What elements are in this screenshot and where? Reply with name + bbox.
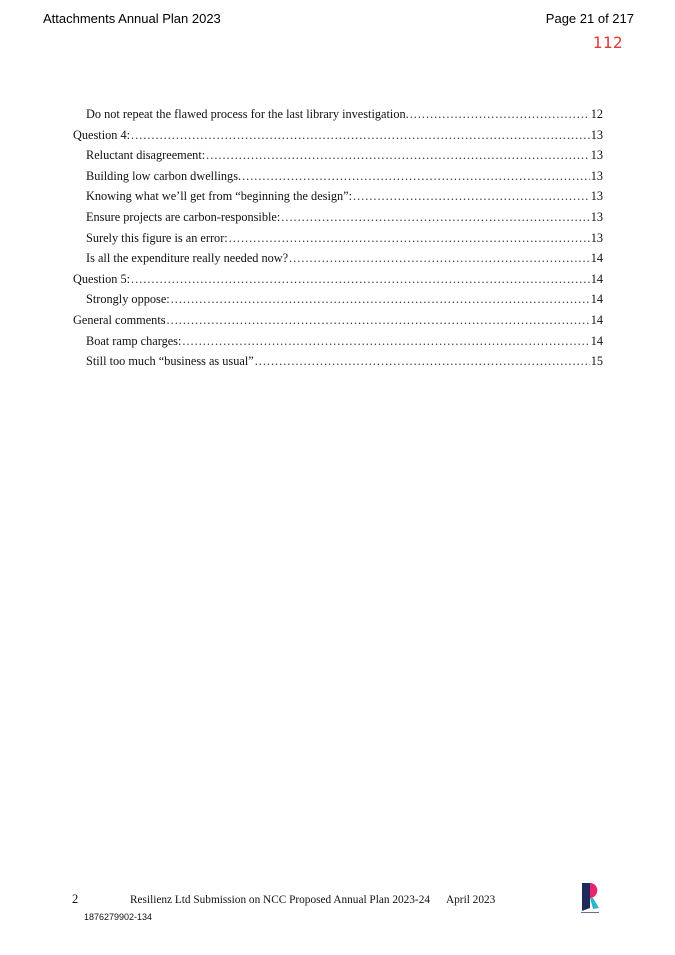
toc-entry-title: Building low carbon dwellings. bbox=[86, 168, 242, 183]
toc-entry-page: 14 bbox=[590, 312, 603, 327]
toc-entry-title: Strongly oppose: bbox=[86, 292, 170, 307]
footer-page-number: 2 bbox=[72, 892, 79, 906]
resilienz-logo-icon bbox=[579, 880, 601, 914]
toc-entry-title: Ensure projects are carbon-responsible: bbox=[86, 209, 281, 224]
toc-entry[interactable] bbox=[73, 207, 603, 228]
toc-entry[interactable] bbox=[73, 248, 603, 269]
toc-leader-dots bbox=[167, 310, 590, 331]
toc-leader-dots bbox=[353, 186, 590, 207]
toc-leader-dots bbox=[182, 331, 589, 352]
toc-entry-title: Still too much “business as usual” bbox=[86, 354, 254, 369]
toc-entry[interactable] bbox=[73, 289, 603, 310]
toc-entry-title: Knowing what we’ll get from “beginning the design”: bbox=[86, 189, 353, 204]
toc-entry-title: Question 5: bbox=[73, 271, 131, 286]
toc-entry-title: Do not repeat the flawed process for the last library investigation. bbox=[86, 107, 409, 121]
toc-leader-dots bbox=[410, 104, 590, 125]
toc-entry-page: 14 bbox=[590, 333, 603, 348]
document-reference-number: 1876279902-134 bbox=[84, 912, 153, 922]
toc-leader-dots bbox=[242, 166, 590, 187]
page-footer bbox=[72, 892, 495, 907]
toc-entry[interactable] bbox=[73, 228, 603, 249]
header-title: Attachments Annual Plan 2023 bbox=[43, 11, 221, 26]
toc-entry-page: 13 bbox=[590, 209, 603, 224]
toc-entry-title: Is all the expenditure really needed now? bbox=[86, 251, 289, 266]
toc-entry-page: 14 bbox=[590, 292, 603, 307]
toc-leader-dots bbox=[281, 207, 589, 228]
toc-entry-title: Reluctant disagreement: bbox=[86, 148, 206, 163]
toc-leader-dots bbox=[229, 228, 590, 249]
toc-entry[interactable] bbox=[73, 166, 603, 187]
toc-entry-title: Boat ramp charges: bbox=[86, 333, 182, 348]
toc-entry[interactable] bbox=[73, 351, 603, 372]
toc-entry-title: Surely this figure is an error: bbox=[86, 230, 228, 245]
toc-leader-dots bbox=[131, 269, 590, 290]
toc-entry[interactable] bbox=[73, 186, 603, 207]
toc-entry-page: 13 bbox=[590, 168, 603, 183]
toc-entry-title: Question 4: bbox=[73, 127, 131, 142]
toc-entry-page: 13 bbox=[590, 230, 603, 245]
toc-entry[interactable] bbox=[73, 145, 603, 166]
toc-leader-dots bbox=[289, 248, 590, 269]
toc-entry[interactable] bbox=[73, 310, 603, 331]
stamp-number: 112 bbox=[592, 33, 623, 52]
toc-entry-page: 13 bbox=[590, 148, 603, 163]
toc-leader-dots bbox=[255, 351, 590, 372]
toc-entry[interactable] bbox=[73, 331, 603, 352]
toc-entry-title: General comments bbox=[73, 312, 166, 327]
toc-entry-page: 12 bbox=[590, 107, 603, 121]
toc-entry-page: 14 bbox=[590, 271, 603, 286]
toc-entry[interactable] bbox=[73, 269, 603, 290]
toc-entry[interactable] bbox=[73, 125, 603, 146]
toc-leader-dots bbox=[131, 125, 590, 146]
toc-leader-dots bbox=[171, 289, 590, 310]
footer-document-title: Resilienz Ltd Submission on NCC Proposed Annual Plan 2023-24 bbox=[130, 894, 430, 906]
toc-entry-page: 14 bbox=[590, 251, 603, 266]
toc-entry-page: 15 bbox=[590, 354, 603, 369]
footer-date: April 2023 bbox=[446, 894, 496, 906]
toc-entry-page: 13 bbox=[590, 127, 603, 142]
toc-entry-page: 13 bbox=[590, 189, 603, 204]
toc-entry[interactable] bbox=[73, 104, 603, 125]
table-of-contents bbox=[73, 104, 603, 372]
header-page-label: Page 21 of 217 bbox=[545, 11, 634, 26]
toc-leader-dots bbox=[206, 145, 590, 166]
